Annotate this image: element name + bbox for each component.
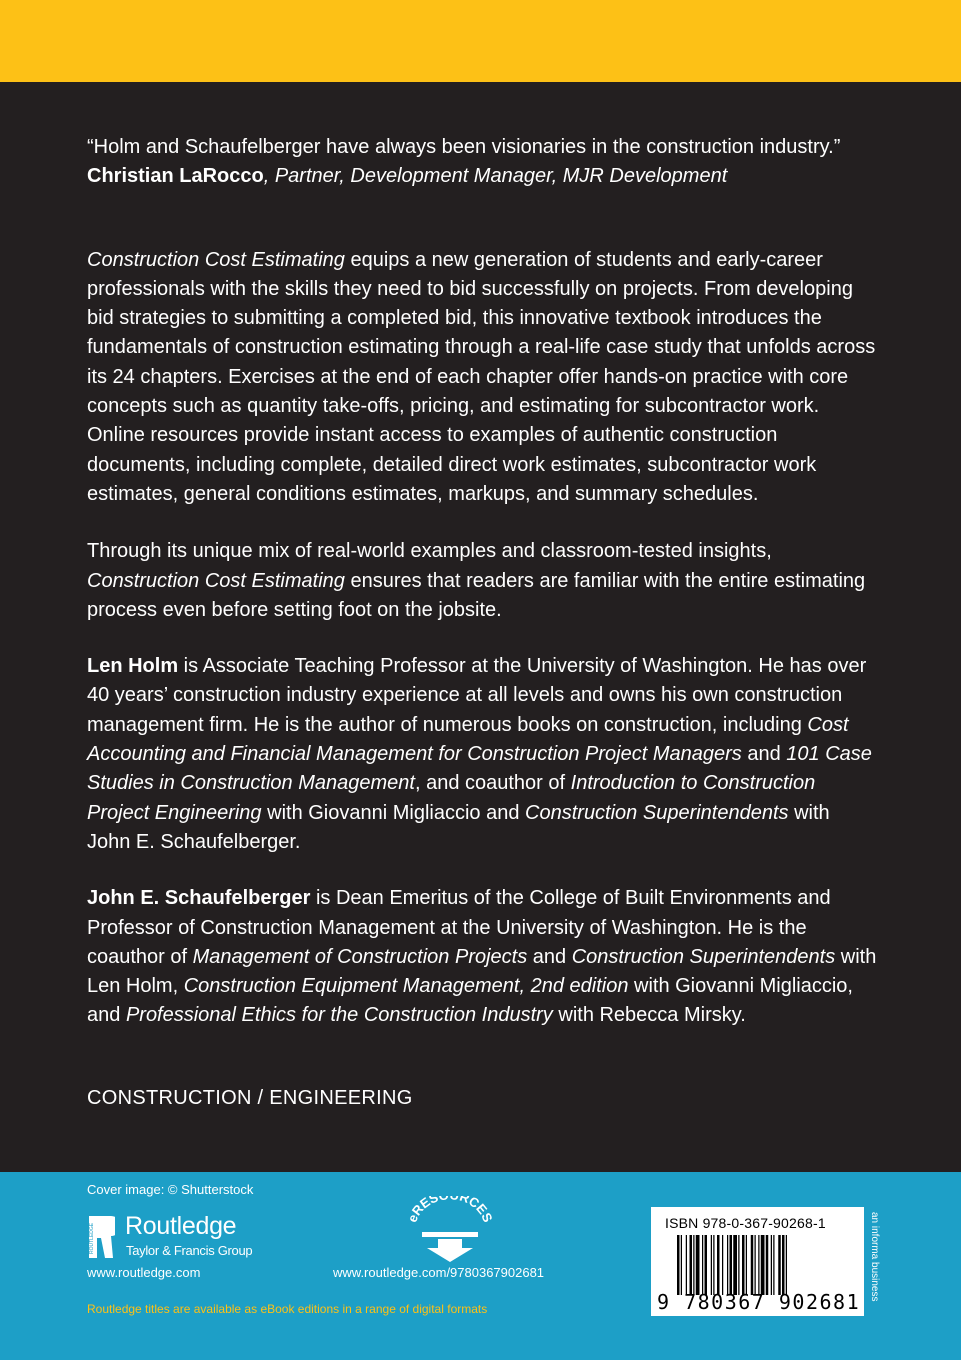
barcode-stripe: [730, 1235, 733, 1295]
barcode-stripe: [713, 1235, 714, 1295]
eresources-logo: [405, 1196, 495, 1266]
isbn-label: ISBN 978-0-367-90268-1: [665, 1215, 826, 1231]
bio-text: with Len Holm,: [87, 945, 877, 998]
bio-text: and: [741, 743, 787, 766]
bio-text: is Dean Emeritus of the College of Built Environments and Professor of Construction Management at the University of Washington. He is the coauthor of: [87, 887, 831, 968]
description-paragraph-2: [87, 537, 877, 625]
cover-image-credit: Cover image: © Shutterstock: [87, 1182, 254, 1197]
publisher-name: Routledge: [125, 1212, 237, 1240]
routledge-mark-text: ROUTLEDGE: [89, 1222, 95, 1254]
barcode-stripe: [761, 1235, 765, 1295]
quote-author: Christian LaRocco: [87, 165, 264, 188]
bio-text: with John E. Schaufelberger.: [87, 801, 830, 853]
bio-text: and: [527, 945, 572, 968]
book-title-italic: 101 Case Studies in Construction Management: [87, 743, 872, 795]
barcode-stripe: [778, 1235, 781, 1295]
author-bio-holm: [87, 652, 877, 857]
barcode-stripe: [733, 1235, 737, 1295]
informa-tagline: [866, 1212, 880, 1312]
svg-text:eRESOURCES: [405, 1196, 495, 1225]
barcode-stripe: [693, 1235, 694, 1295]
barcode-digits: 9 780367 902681: [657, 1290, 861, 1314]
barcode-stripe: [766, 1235, 769, 1295]
book-title-italic: Management of Construction Projects: [192, 945, 528, 968]
barcode-stripe: [686, 1235, 687, 1295]
bio-text: is Associate Teaching Professor at the University of Washington. He has over 40 years’ construction industry experience at all levels and owns his own construction management firm. He is the author of numerous books on construction, including: [87, 655, 867, 736]
barcode-stripe: [782, 1235, 785, 1295]
book-title-italic: Construction Superintendents: [571, 945, 836, 968]
endorsement-quote: [87, 133, 877, 192]
barcode-stripe: [773, 1235, 774, 1295]
barcode-stripe: [755, 1235, 756, 1295]
quote-text: “Holm and Schaufelberger have always been visionaries in the construction industry.”: [87, 136, 841, 158]
barcode-stripe: [702, 1235, 703, 1295]
barcode-stripe: [746, 1235, 747, 1295]
book-title-italic: Introduction to Construction Project Engineering: [87, 772, 816, 824]
book-title-italic: Cost Accounting and Financial Management for Construction Project Managers: [87, 713, 849, 766]
bio-text: with Giovanni Migliaccio, and: [87, 975, 853, 1027]
back-cover-text: [87, 133, 877, 1031]
barcode-stripe: [711, 1235, 712, 1295]
barcode-stripe: [722, 1235, 723, 1295]
quote-role: , Partner, Development Manager, MJR Development: [263, 165, 728, 188]
book-title-italic: Construction Cost Estimating: [87, 248, 345, 271]
book-title-italic: Construction Superintendents: [525, 801, 789, 824]
barcode-stripe: [705, 1235, 708, 1295]
ebook-availability-note: Routledge titles are available as eBook editions in a range of digital formats: [87, 1302, 488, 1316]
eresources-label: eRES RCES: [405, 1196, 495, 1225]
bio-text: with Giovanni Migliaccio and: [261, 801, 526, 824]
routledge-logo: [87, 1212, 267, 1262]
barcode-stripe: [696, 1235, 700, 1295]
barcode-stripe: [681, 1235, 682, 1295]
publisher-url[interactable]: www.routledge.com: [87, 1265, 201, 1280]
barcode-stripe: [690, 1235, 693, 1295]
barcode-stripe: [771, 1235, 772, 1295]
description-text: ensures that readers are familiar with the entire estimating process even before setting foot on the jobsite.: [87, 569, 866, 621]
book-title-italic: Professional Ethics for the Construction Industry: [125, 1004, 553, 1027]
isbn-barcode-panel: [651, 1207, 864, 1316]
barcode-stripe: [742, 1235, 745, 1295]
routledge-mark-icon: [87, 1214, 115, 1260]
author-name: Len Holm: [87, 655, 179, 678]
barcode-stripe: [717, 1235, 720, 1295]
barcode-stripe: [677, 1235, 680, 1295]
description-text: Through its unique mix of real-world examples and classroom-tested insights,: [87, 540, 772, 563]
publisher-subtitle: Taylor & Francis Group: [126, 1243, 253, 1258]
eresources-url[interactable]: www.routledge.com/9780367902681: [333, 1265, 545, 1280]
description-paragraph-1: [87, 246, 877, 510]
top-color-band: [0, 0, 961, 82]
author-bio-schaufelberger: [87, 884, 877, 1030]
subject-category: CONSTRUCTION / ENGINEERING: [87, 1087, 413, 1109]
eresources-icon: [405, 1196, 495, 1266]
book-title-italic: Construction Cost Estimating: [87, 569, 345, 592]
barcode-icon: [677, 1235, 853, 1295]
barcode-stripe: [758, 1235, 759, 1295]
description-text: equips a new generation of students and early-career professionals with the skills they need to bid successfully on projects. From developing bid strategies to submitting a completed bid, this innovative textbook introduces the fundamentals of construction estimating through a real-life case study that unfolds across its 24 chapters. Exercises at the end of each chapter offer hands-on practice with core concepts such as quantity take-offs, pricing, and estimating for subcontractor work. Online resources provide instant access to examples of authentic construction documents, including complete, detailed direct work estimates, subcontractor work estimates, general conditions estimates, markups, and summary schedules.: [87, 248, 876, 505]
barcode-stripe: [751, 1235, 754, 1295]
barcode-stripe: [738, 1235, 739, 1295]
informa-text: an informa business: [869, 1212, 880, 1302]
bio-text: with Rebecca Mirsky.: [552, 1004, 746, 1027]
barcode-stripe: [786, 1235, 787, 1295]
book-title-italic: Construction Equipment Management, 2nd edition: [183, 975, 629, 998]
quote-attribution: [87, 162, 877, 191]
bio-text: , and coauthor of: [414, 772, 571, 795]
author-name: John E. Schaufelberger: [87, 887, 311, 910]
barcode-stripe: [727, 1235, 728, 1295]
